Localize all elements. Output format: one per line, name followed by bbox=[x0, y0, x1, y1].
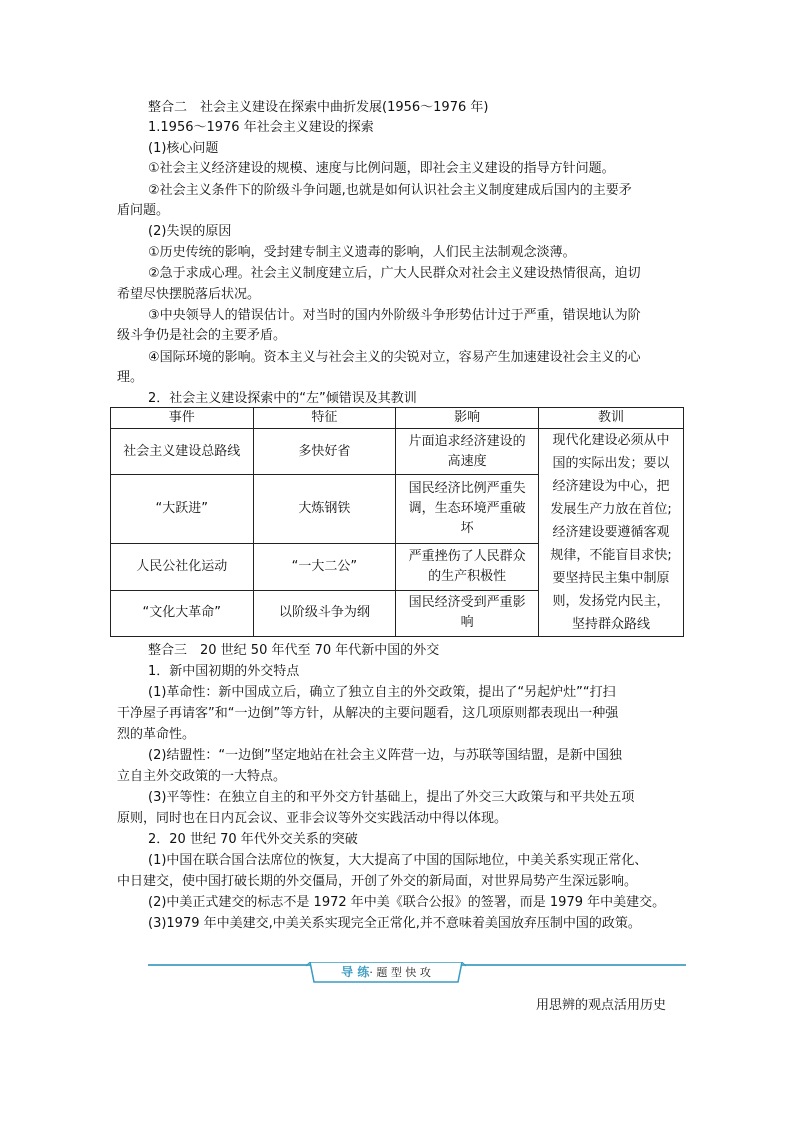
lesson-line: 现代化建设必须从中 bbox=[552, 433, 670, 448]
cause-3b: 级斗争仍是社会的主要矛盾。 bbox=[117, 328, 287, 343]
para-3a: (3)平等性：在独立自主的和平外交方针基础上，提出了外交三大政策与和平共处五项 bbox=[148, 790, 635, 805]
left-errors-table bbox=[110, 407, 684, 637]
impact-line: 国民经济受到严重影 bbox=[408, 595, 526, 611]
feature-cell: “一大二公” bbox=[253, 544, 396, 590]
section2-sub2: 2．社会主义建设探索中的“左”倾错误及其教训 bbox=[148, 391, 417, 406]
impact-line: 响 bbox=[460, 615, 474, 631]
footer-badge bbox=[306, 962, 466, 984]
lesson-cell bbox=[539, 429, 684, 637]
impact-cell bbox=[396, 429, 539, 475]
badge-sub: · 题 型 快 攻 bbox=[369, 966, 431, 979]
lesson-line: 经济建设要遵循客观 bbox=[552, 525, 670, 540]
lesson-line: 国的实际出发；要以 bbox=[552, 456, 670, 471]
core-issue-2b: 盾问题。 bbox=[117, 203, 170, 218]
header-lesson: 教训 bbox=[539, 408, 684, 429]
table-header-row bbox=[111, 408, 684, 429]
para-q3: (3)1979 年中美建交,中美关系实现完全正常化,并不意味着美国放弃压制中国的政策。 bbox=[148, 916, 641, 931]
impact-cell bbox=[396, 475, 539, 544]
cause-2b: 希望尽快摆脱落后状况。 bbox=[117, 287, 261, 302]
header-event: 事件 bbox=[111, 408, 254, 429]
para-q1b: 中日建交，使中国打破长期的外交僵局，开创了外交的新局面，对世界局势产生深远影响。 bbox=[117, 874, 638, 889]
section2-sub1: 1.1956～1976 年社会主义建设的探索 bbox=[148, 120, 374, 135]
event-cell: 人民公社化运动 bbox=[111, 544, 254, 590]
cause-4b: 理。 bbox=[117, 370, 144, 385]
impact-line: 高速度 bbox=[447, 453, 487, 469]
lesson-line: 坚持群众路线 bbox=[572, 617, 651, 632]
footer-caption: 用思辨的观点活用历史 bbox=[536, 998, 667, 1013]
cause-4a: ④国际环境的影响。资本主义与社会主义的尖锐对立，容易产生加速建设社会主义的心 bbox=[148, 350, 641, 365]
event-cell: “大跃进” bbox=[111, 475, 254, 544]
event-cell: 社会主义建设总路线 bbox=[111, 429, 254, 475]
impact-line: 的生产积极性 bbox=[428, 568, 507, 584]
event-cell: “文化大革命” bbox=[111, 590, 254, 637]
cause-title: (2)失误的原因 bbox=[148, 224, 232, 239]
lesson-line: 经济建设为中心，把 bbox=[552, 479, 670, 494]
para-q1a: (1)中国在联合国合法席位的恢复，大大提高了中国的国际地位，中美关系实现正常化、 bbox=[148, 853, 648, 868]
impact-cell bbox=[396, 544, 539, 590]
badge-text bbox=[306, 962, 466, 982]
core-issue-2a: ②社会主义条件下的阶级斗争问题,也就是如何认识社会主义制度建成后国内的主要矛 bbox=[148, 183, 632, 198]
section3-heading: 整合三 20 世纪 50 年代至 70 年代新中国的外交 bbox=[148, 643, 440, 658]
impact-line: 国民经济比例严重失 bbox=[408, 481, 526, 497]
feature-cell: 多快好省 bbox=[253, 429, 396, 475]
lesson-line: 规律，不能盲目求快; bbox=[550, 548, 672, 563]
feature-cell: 以阶级斗争为纲 bbox=[253, 590, 396, 637]
para-1c: 烈的革命性。 bbox=[117, 727, 196, 742]
lesson-line: 则，发扬党内民主， bbox=[552, 594, 670, 609]
header-impact: 影响 bbox=[396, 408, 539, 429]
para-1b: 干净屋子再请客”和“一边倒”等方针，从解决的主要问题看，这几项原则都表现出一种强 bbox=[117, 706, 619, 721]
para-2b: 立自主外交政策的一大特点。 bbox=[117, 769, 287, 784]
lesson-line: 发展生产力放在首位; bbox=[550, 502, 672, 517]
para-1a: (1)革命性：新中国成立后，确立了独立自主的外交政策，提出了“另起炉灶”“打扫 bbox=[148, 685, 616, 700]
core-issue-1: ①社会主义经济建设的规模、速度与比例问题，即社会主义建设的指导方针问题。 bbox=[148, 161, 615, 176]
para-2a: (2)结盟性：“一边倒”坚定地站在社会主义阵营一边，与苏联等国结盟，是新中国独 bbox=[148, 748, 622, 763]
para-q2: (2)中美正式建交的标志不是 1972 年中美《联合公报》的签署，而是 1979 年中美建交。 bbox=[148, 895, 666, 910]
impact-cell bbox=[396, 590, 539, 637]
lesson-line: 要坚持民主集中制原 bbox=[552, 571, 670, 586]
cause-2a: ②急于求成心理。社会主义制度建立后，广大人民群众对社会主义建设热情很高，迫切 bbox=[148, 266, 641, 281]
badge-main: 导 练 bbox=[341, 965, 370, 979]
section2-heading: 整合二 社会主义建设在探索中曲折发展(1956～1976 年) bbox=[148, 100, 489, 115]
header-feature: 特征 bbox=[253, 408, 396, 429]
feature-cell: 大炼钢铁 bbox=[253, 475, 396, 544]
core-issue-title: (1)核心问题 bbox=[148, 141, 219, 156]
impact-line: 坏 bbox=[460, 521, 474, 537]
section3-sub2: 2．20 世纪 70 年代外交关系的突破 bbox=[148, 832, 358, 847]
para-3b: 原则，同时也在日内瓦会议、亚非会议等外交实践活动中得以体现。 bbox=[117, 811, 508, 826]
impact-line: 片面追求经济建设的 bbox=[408, 433, 526, 449]
impact-line: 调，生态环境严重破 bbox=[408, 501, 526, 517]
section3-sub1: 1．新中国初期的外交特点 bbox=[148, 664, 300, 679]
cause-3a: ③中央领导人的错误估计。对当时的国内外阶级斗争形势估计过于严重，错误地认为阶 bbox=[148, 308, 641, 323]
table-row bbox=[111, 429, 684, 475]
cause-1: ①历史传统的影响，受封建专制主义遗毒的影响，人们民主法制观念淡薄。 bbox=[148, 245, 576, 260]
impact-line: 严重挫伤了人民群众 bbox=[408, 548, 526, 564]
